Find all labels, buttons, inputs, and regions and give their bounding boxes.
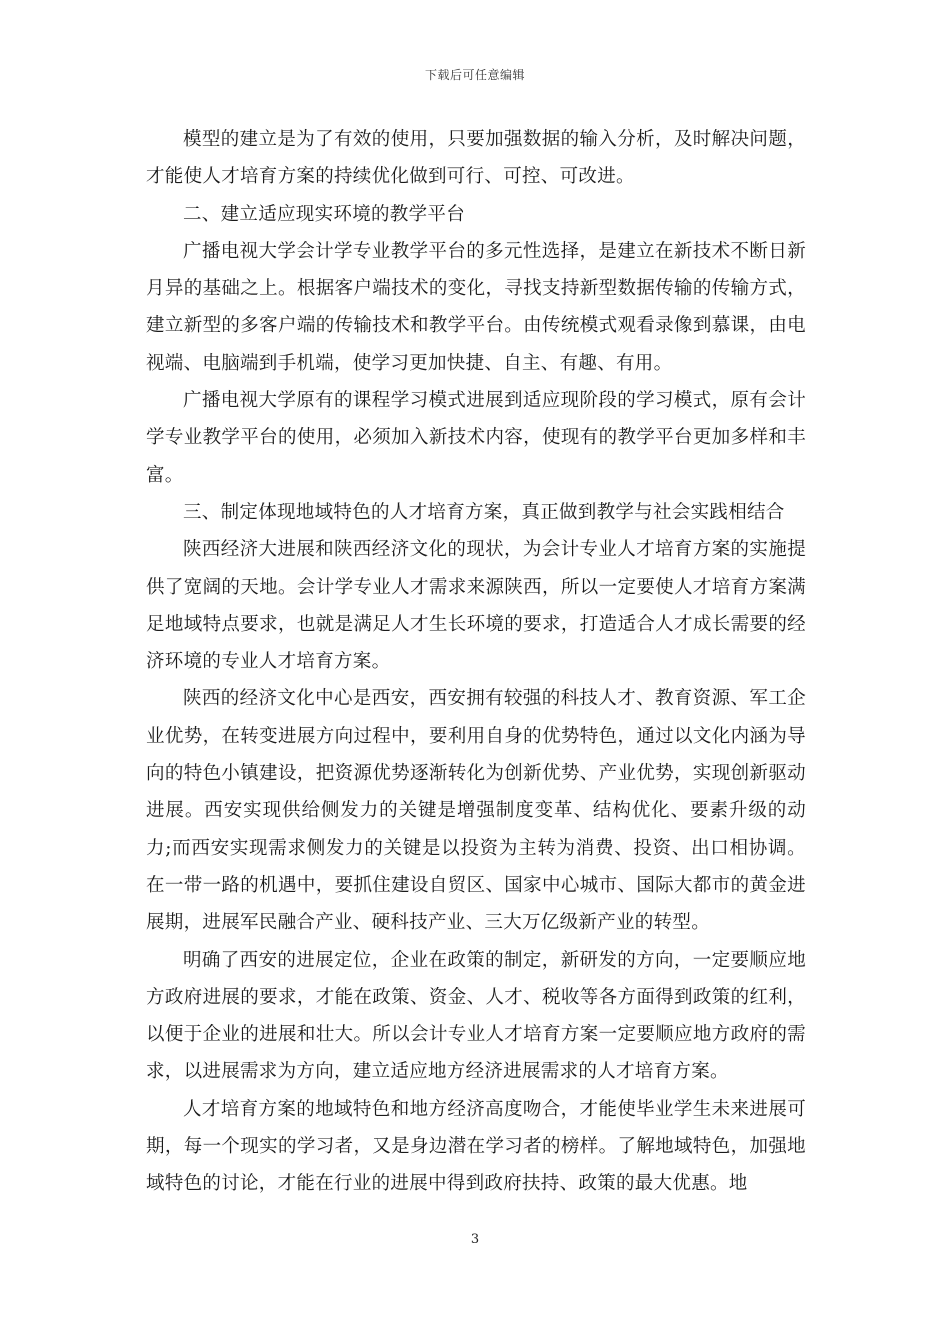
section-heading: 三、制定体现地域特色的人才培育方案，真正做到教学与社会实践相结合 (183, 501, 785, 523)
paragraph: 陕西经济大进展和陕西经济文化的现状，为会计专业人才培育方案的实施提供了宽阔的天地。会计学专业人才需求来源陕西，所以一定要使人才培育方案满足地域特点要求，也就是满足人才生长环境的要求，打造适合人才成长需要的经济环境的专业人才培育方案。 (146, 539, 806, 673)
paragraph: 广播电视大学原有的课程学习模式进展到适应现阶段的学习模式，原有会计学专业教学平台的使用，必须加入新技术内容，使现有的教学平台更加多样和丰富。 (146, 390, 806, 486)
paragraph: 人才培育方案的地域特色和地方经济高度吻合，才能使毕业学生未来进展可期，每一个现实的学习者，又是身边潜在学习者的榜样。了解地域特色，加强地域特色的讨论，才能在行业的进展中得到政府扶持、政策的最大优惠。地 (146, 1098, 806, 1195)
page-number: 3 (470, 1232, 480, 1247)
page-header: 下载后可任意编辑 (424, 68, 525, 82)
paragraph: 广播电视大学会计学专业教学平台的多元性选择，是建立在新技术不断日新月异的基础之上。根据客户端技术的变化，寻找支持新型数据传输的传输方式，建立新型的多客户端的传输技术和教学平台。由传统模式观看录像到慕课，由电视端、电脑端到手机端，使学习更加快捷、自主、有趣、有用。 (146, 240, 806, 374)
paragraph: 陕西的经济文化中心是西安，西安拥有较强的科技人才、教育资源、军工企业优势，在转变进展方向过程中，要利用自身的优势特色，通过以文化内涵为导向的特色小镇建设，把资源优势逐渐转化为创新优势、产业优势，实现创新驱动进展。西安实现供给侧发力的关键是增强制度变革、结构优化、要素升级的动力;而西安实现需求侧发力的关键是以投资为主转为消费、投资、出口相协调。在一带一路的机遇中，要抓住建设自贸区、国家中心城市、国际大都市的黄金进展期，进展军民融合产业、硬科技产业、三大万亿级新产业的转型。 (146, 688, 806, 934)
document-body (146, 121, 806, 1203)
paragraph: 明确了西安的进展定位，企业在政策的制定，新研发的方向，一定要顺应地方政府进展的要求，才能在政策、资金、人才、税收等各方面得到政策的红利，以便于企业的进展和壮大。所以会计专业人才培育方案一定要顺应地方政府的需求，以进展需求为方向，建立适应地方经济进展需求的人才培育方案。 (146, 949, 806, 1083)
section-heading: 二、建立适应现实环境的教学平台 (183, 203, 466, 225)
paragraph: 模型的建立是为了有效的使用，只要加强数据的输入分析，及时解决问题，才能使人才培育方案的持续优化做到可行、可控、可改进。 (146, 129, 806, 188)
